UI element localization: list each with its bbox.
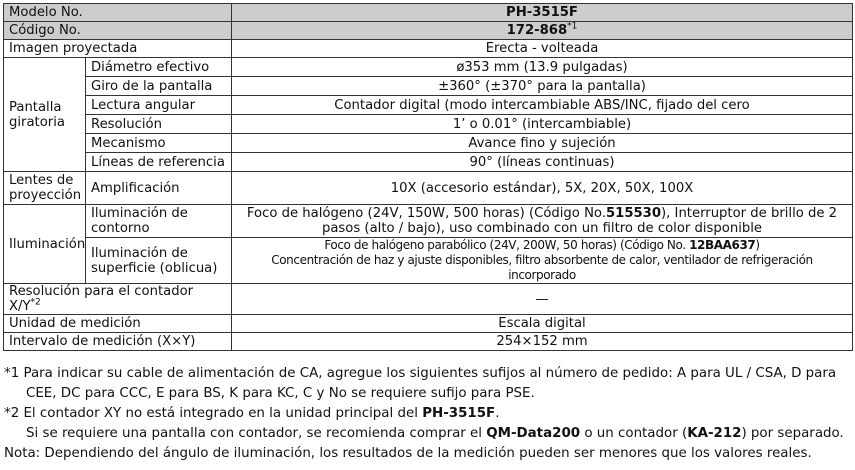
image-value: Erecta - volteada [232, 40, 853, 58]
code-value: 172-868 [506, 23, 568, 38]
counter-footnote-ref: *2 [30, 297, 41, 308]
screen-rotation-value: ±360° (±370° para la pantalla) [232, 77, 853, 96]
screen-rotation-label: Giro de la pantalla [86, 77, 232, 96]
surface-illumination-value [232, 238, 853, 284]
table-row-resolution [4, 115, 853, 134]
footnote-3-pre: Si se requiere una pantalla con contador, se recomienda comprar el [26, 426, 487, 441]
code-label: Código No. [4, 22, 232, 40]
lens-magnification-value: 10X (accesorio estándar), 5X, 20X, 50X, 100X [232, 172, 853, 205]
table-row-model [4, 4, 853, 22]
table-row-code [4, 22, 853, 40]
table-row-angle-reading [4, 96, 853, 115]
note-measurement-angle: Nota: Dependiendo del ángulo de iluminación, los resultados de la medición pueden ser menores que los valores reales. [4, 446, 812, 461]
footnote-3-post: ) por separado. [741, 426, 844, 441]
contour-illumination-label: Iluminación de contorno [86, 205, 232, 238]
footnote-1-continued: CEE, DC para CCC, E para BS, K para KC, C y No se requiere sufijo para PSE. [26, 386, 535, 401]
table-row-contour-illumination [4, 205, 853, 238]
resolution-label: Resolución [86, 115, 232, 134]
code-footnote-ref: *1 [567, 21, 578, 32]
resolution-value: 1’ o 0.01° (intercambiable) [232, 115, 853, 134]
reference-lines-label: Líneas de referencia [86, 153, 232, 172]
table-row-lens [4, 172, 853, 205]
footnote-2-model: PH-3515F [422, 406, 496, 421]
footnote-3-mid: o un contador ( [580, 426, 688, 441]
footnotes [4, 364, 852, 464]
counter-resolution-label-cell [4, 284, 232, 315]
footnote-2-continued [4, 424, 852, 444]
angle-reading-label: Lectura angular [86, 96, 232, 115]
surface-line1-post: ) [755, 238, 760, 252]
illumination-group-label: Iluminación [4, 205, 86, 284]
footnote-3-product-1: QM-Data200 [486, 426, 581, 441]
spec-table [3, 3, 853, 351]
counter-resolution-label: Resolución para el contador X/Y [9, 284, 194, 314]
screen-group-label: Pantalla giratoria [4, 58, 86, 172]
surface-line1-pre: Foco de halógeno parabólico (24V, 200W, 50 horas) (Código No. [324, 238, 690, 252]
table-row-image [4, 40, 853, 58]
footnote-2-pre: *2 El contador XY no está integrado en la unidad principal del [4, 406, 423, 421]
table-row-mechanism [4, 134, 853, 153]
lens-magnification-label: Amplificación [86, 172, 232, 205]
code-value-cell [232, 22, 853, 40]
table-row-screen-diameter [4, 58, 853, 77]
model-value: PH-3515F [232, 4, 853, 22]
measurement-unit-label: Unidad de medición [4, 315, 232, 333]
table-row-counter-resolution [4, 284, 853, 315]
contour-value-code: 515530 [605, 206, 662, 221]
surface-illumination-label: Iluminación de superficie (oblicua) [86, 238, 232, 284]
footnote-2 [4, 404, 852, 424]
table-row-screen-rotation [4, 77, 853, 96]
angle-reading-value: Contador digital (modo intercambiable ABS/INC, fijado del cero [232, 96, 853, 115]
contour-illumination-value [232, 205, 853, 238]
table-row-reference-lines [4, 153, 853, 172]
measurement-unit-value: Escala digital [232, 315, 853, 333]
screen-diameter-label: Diámetro efectivo [86, 58, 232, 77]
lens-group-label: Lentes de proyección [4, 172, 86, 205]
measurement-range-value: 254×152 mm [232, 333, 853, 351]
contour-value-pre: Foco de halógeno (24V, 150W, 500 horas) (Código No. [246, 206, 606, 221]
measurement-range-label: Intervalo de medición (X×Y) [4, 333, 232, 351]
model-label: Modelo No. [4, 4, 232, 22]
table-row-surface-illumination [4, 238, 853, 284]
table-row-measurement-unit [4, 315, 853, 333]
footnote-2-post: . [495, 406, 500, 421]
surface-value-line2: Concentración de haz y ajuste disponibles, filtro absorbente de calor, ventilador de refrigeración incorporado [271, 253, 813, 282]
surface-line1-code: 12BAA637 [689, 238, 756, 252]
reference-lines-value: 90° (líneas continuas) [232, 153, 853, 172]
image-label: Imagen proyectada [4, 40, 232, 58]
counter-resolution-value: — [232, 284, 853, 315]
footnote-1: *1 Para indicar su cable de alimentación de CA, agregue los siguientes sufijos al número de pedido: A para UL / CSA, D para [4, 366, 837, 381]
surface-value-line1 [237, 238, 847, 253]
footnote-3-product-2: KA-212 [687, 426, 742, 441]
screen-diameter-value: ø353 mm (13.9 pulgadas) [232, 58, 853, 77]
mechanism-value: Avance fino y sujeción [232, 134, 853, 153]
mechanism-label: Mecanismo [86, 134, 232, 153]
table-row-measurement-range [4, 333, 853, 351]
contour-value-post: ), Interruptor de brillo de 2 pasos (alto / bajo), uso combinado con un filtro de color disponible [321, 206, 838, 236]
